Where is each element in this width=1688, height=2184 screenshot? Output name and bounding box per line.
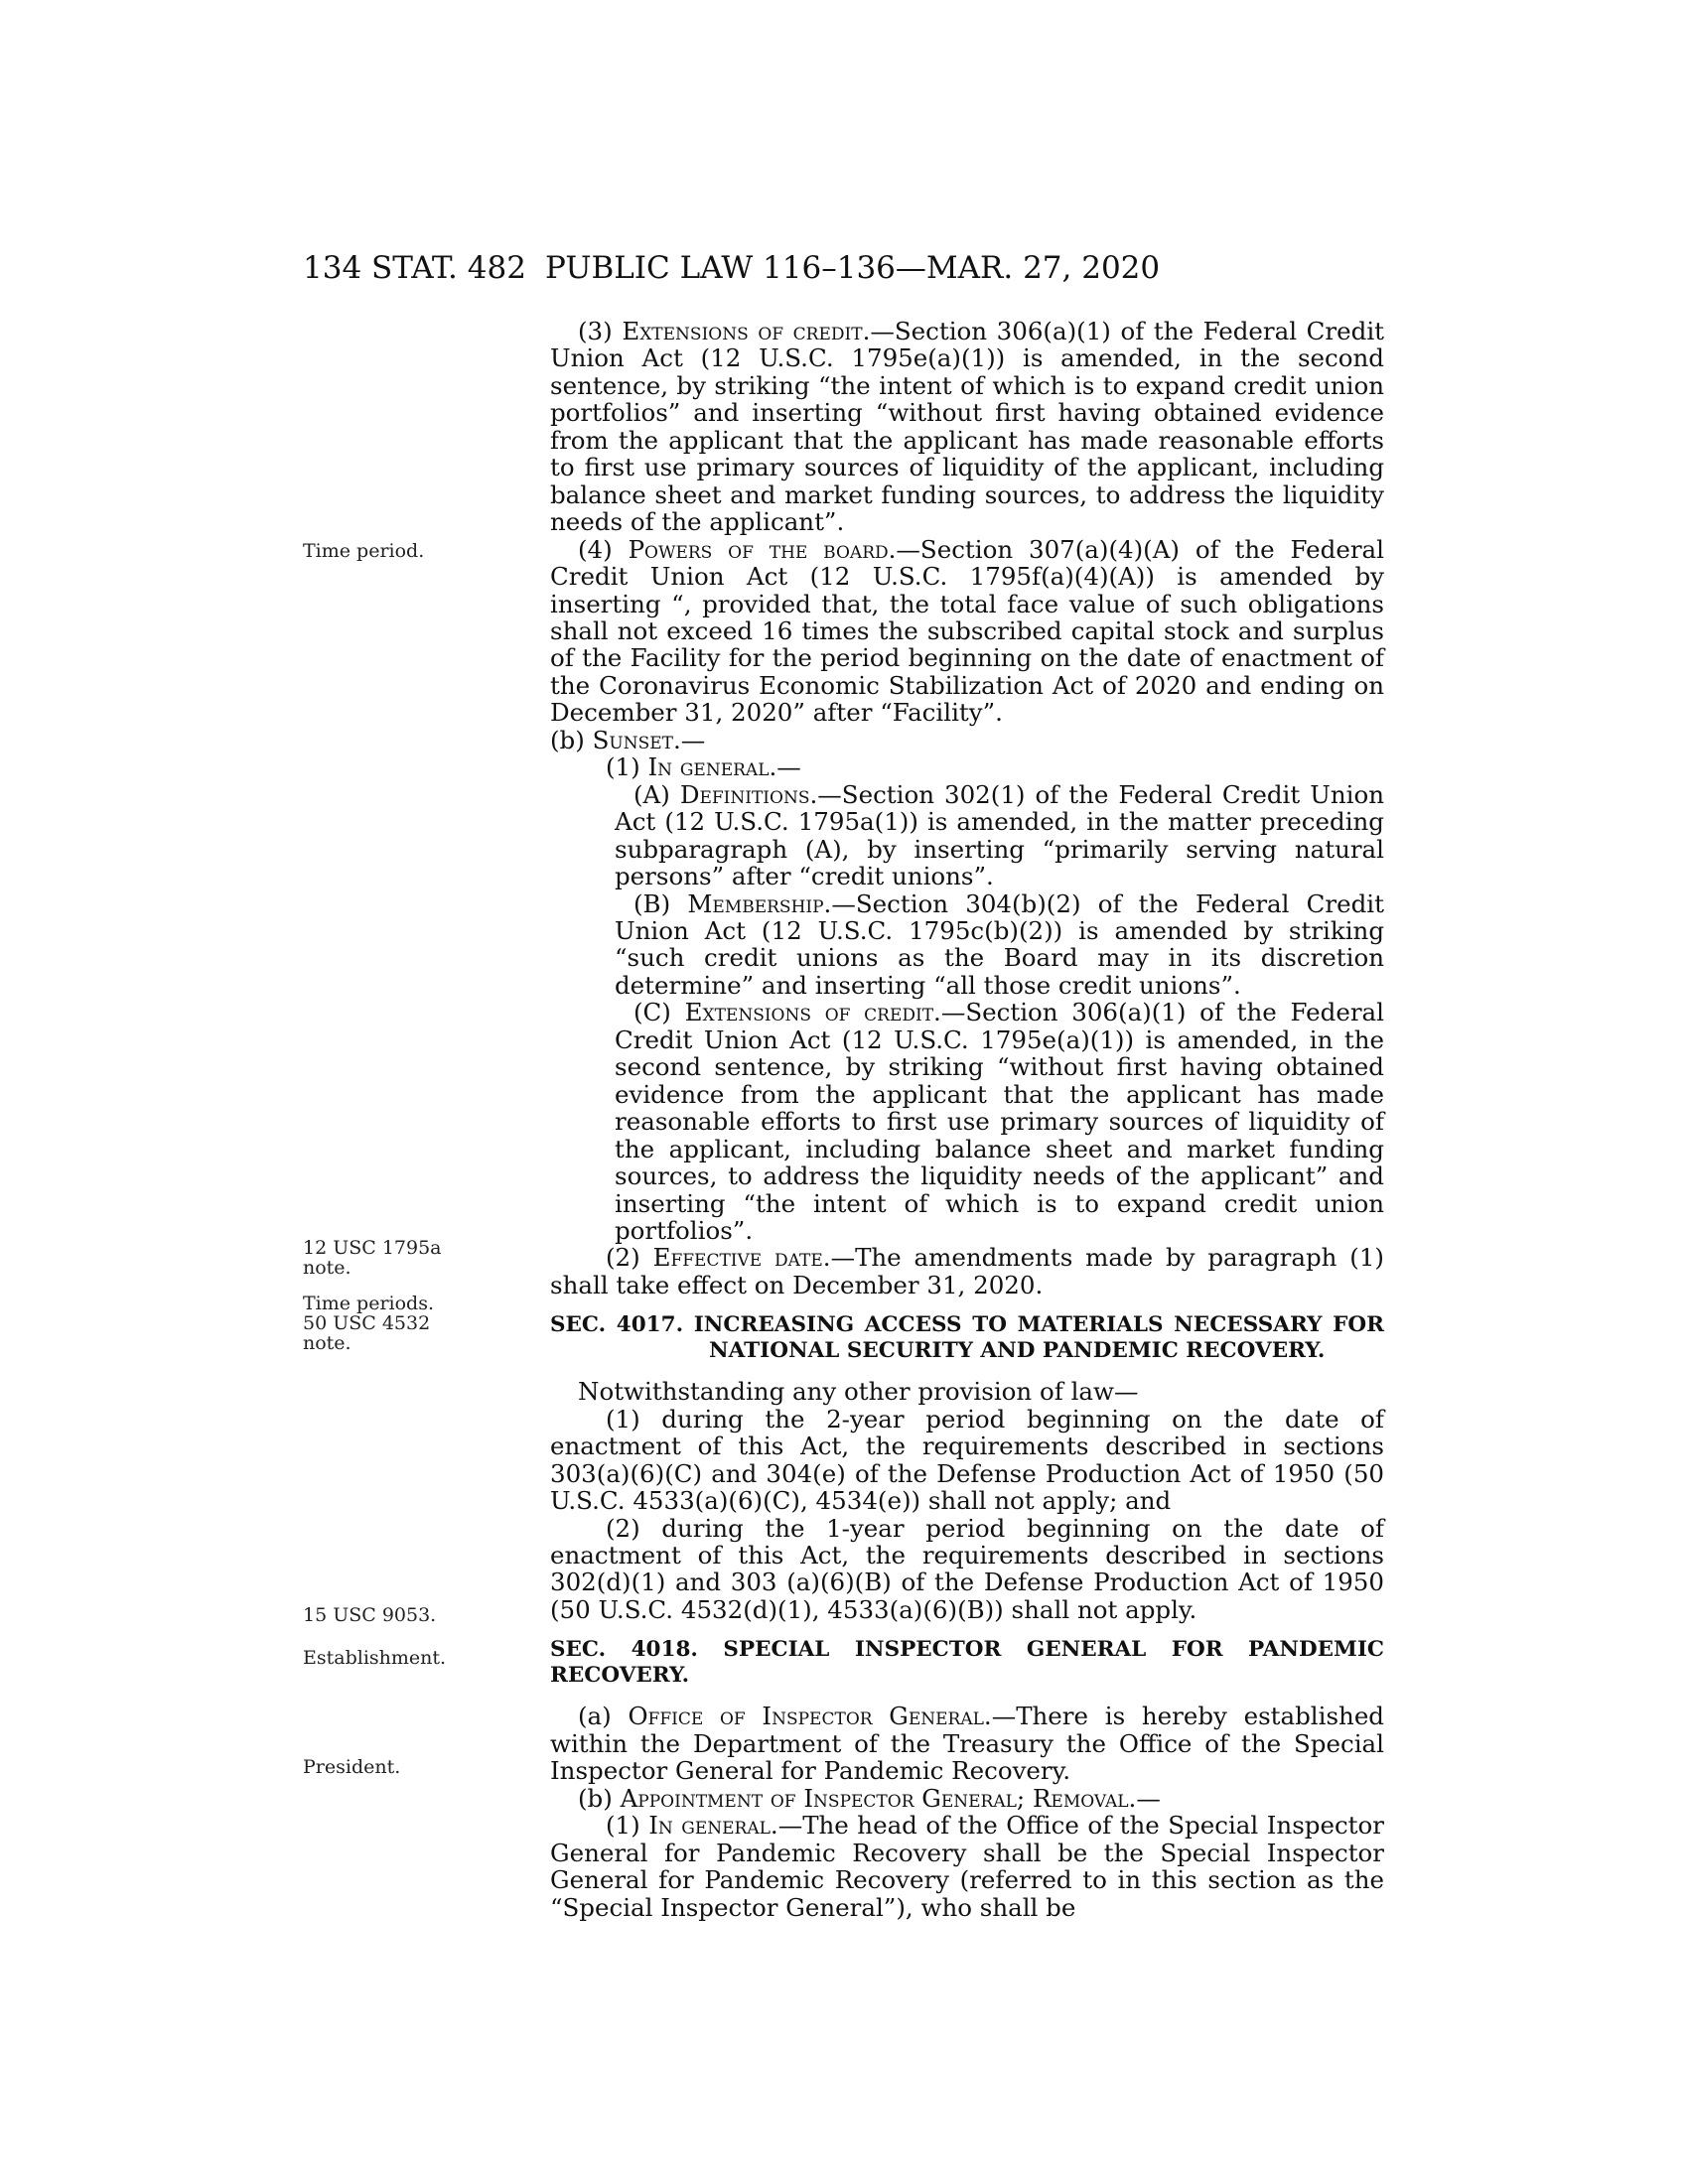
para-number: (3) xyxy=(578,317,623,345)
para-dash: — xyxy=(776,752,801,782)
para-dash: — xyxy=(1136,1783,1161,1813)
section-4017-intro: Notwithstanding any other provision of law— xyxy=(578,1377,1139,1407)
page-running-title: PUBLIC LAW 116–136—MAR. 27, 2020 xyxy=(545,250,1161,286)
statute-body xyxy=(550,318,1384,1921)
para-number: (B) xyxy=(633,888,688,918)
section-heading-line: SEC. 4017. INCREASING ACCESS TO MATERIALS NECESSARY FOR xyxy=(550,1312,1384,1338)
para-number: (1) xyxy=(606,1811,649,1841)
para-heading: Effective date. xyxy=(652,1243,831,1273)
page-stat-citation: 134 STAT. 482 xyxy=(303,250,526,286)
para-heading: Extensions of credit. xyxy=(622,317,871,345)
para-text: —Section 304(b)(2) of the Federal Credit Union Act (12 U.S.C. 1795c(b)(2)) is amended by striking “such credit unions as the Board may in its discretion determine” and inserting “all those credit unions”. xyxy=(615,888,1384,1000)
para-number: (2) xyxy=(606,1243,653,1273)
margin-note-time-period: Time period. xyxy=(303,540,425,562)
paragraph-powers-of-the-board xyxy=(550,536,1384,727)
para-heading: Membership. xyxy=(687,888,832,918)
para-number: (a) xyxy=(578,1702,629,1731)
section-4017-para-1: (1) during the 2-year period beginning on the date of enactment of this Act, the requirements described in sections 303(a)(6)(C) and 304(e) of the Defense Production Act of 1950 (50 U.S.C. 4533(a)(6)(C), 4534(e)) shall not apply; and xyxy=(550,1404,1384,1516)
section-4017-heading xyxy=(550,1312,1384,1364)
paragraph-appointment-in-general xyxy=(550,1812,1384,1921)
para-number: (b) xyxy=(578,1783,621,1813)
subsection-appointment xyxy=(550,1785,1384,1812)
subparagraph-extensions-of-credit xyxy=(550,999,1384,1244)
margin-note-line: 50 USC 4532 xyxy=(303,1312,431,1334)
subsection-office-of-inspector-general xyxy=(550,1703,1384,1784)
para-dash: — xyxy=(680,725,706,754)
para-text: —The head of the Office of the Special Inspector General for Pandemic Recovery shall be the Special Inspector General for Pandemic Recovery (referred to in this section as the “Special Inspector General”), who shall be xyxy=(550,1811,1384,1922)
para-heading: Appointment of Inspector General; Removal. xyxy=(620,1783,1137,1813)
para-heading: Powers of the board. xyxy=(628,534,897,564)
para-text: —Section 307(a)(4)(A) of the Federal Credit Union Act (12 U.S.C. 1795f(a)(4)(A)) is amended by inserting “, provided that, the total face value of such obligations shall not exceed 16 times the subscribed capital stock and surplus of the Facility for the period beginning on the date of enactment of the Coronavirus Economic Stabilization Act of 2020 and ending on December 31, 2020” after “Facility”. xyxy=(550,534,1384,728)
margin-note-time-periods xyxy=(303,1294,442,1353)
para-number: (b) xyxy=(550,725,593,754)
para-text: —Section 306(a)(1) of the Federal Credit Union Act (12 U.S.C. 1795e(a)(1)) is amended, in the second sentence, by striking “without first having obtained evidence from the applicant that the applicant has made reasonable efforts to first use primary sources of liquidity of the applicant, including balance sheet and market funding sources, to address the liquidity needs of the applicant” and inserting “the intent of which is to expand credit union portfolios”. xyxy=(615,998,1384,1245)
margin-note-line: note. xyxy=(303,1332,352,1354)
para-number: (1) xyxy=(606,752,648,782)
para-number: (4) xyxy=(578,534,629,564)
margin-note-line: note. xyxy=(303,1257,352,1279)
section-heading-line: NATIONAL SECURITY AND PANDEMIC RECOVERY. xyxy=(709,1338,1326,1364)
para-heading: Definitions. xyxy=(679,779,818,809)
para-heading: Extensions of credit. xyxy=(684,998,941,1027)
subparagraph-definitions xyxy=(550,781,1384,890)
margin-note-line: Time periods. xyxy=(303,1293,435,1314)
para-text: —The amendments made by paragraph (1) shall take effect on December 31, 2020. xyxy=(550,1243,1384,1299)
subsection-sunset xyxy=(550,727,1384,753)
para-text: —There is hereby established within the Department of the Treasury the Office of the Special Inspector General for Pandemic Recovery. xyxy=(550,1702,1384,1786)
subparagraph-membership xyxy=(550,890,1384,1000)
margin-note-establishment: Establishment. xyxy=(303,1647,447,1669)
paragraph-extensions-of-credit xyxy=(550,318,1384,536)
section-4018-heading: SEC. 4018. SPECIAL INSPECTOR GENERAL FOR PANDEMIC RECOVERY. xyxy=(550,1637,1384,1689)
section-4017-para-2: (2) during the 1-year period beginning on the date of enactment of this Act, the requirements described in sections 302(d)(1) and 303 (a)(6)(B) of the Defense Production Act of 1950 (50 U.S.C. 4532(d)(1), 4533(a)(6)(B)) shall not apply. xyxy=(550,1513,1384,1624)
para-number: (C) xyxy=(633,998,685,1027)
paragraph-effective-date xyxy=(550,1244,1384,1298)
para-text: —Section 302(1) of the Federal Credit Union Act (12 U.S.C. 1795a(1)) is amended, in the matter preceding subparagraph (A), by inserting “primarily serving natural persons” after “credit unions”. xyxy=(615,779,1384,891)
para-text: —Section 306(a)(1) of the Federal Credit Union Act (12 U.S.C. 1795e(a)(1)) is amended, in the second sentence, by striking “the intent of which is to expand credit union portfolios” and inserting “without first having obtained evidence from the applicant that the applicant has made reasonable efforts to first use primary sources of liquidity of the applicant, including balance sheet and market funding sources, to address the liquidity needs of the applicant”. xyxy=(550,317,1384,537)
margin-note-usc-1795a xyxy=(303,1238,442,1278)
margin-note-usc-9053: 15 USC 9053. xyxy=(303,1604,437,1626)
margin-note-line: 12 USC 1795a xyxy=(303,1237,442,1259)
margin-note-president: President. xyxy=(303,1756,401,1778)
para-heading: In general. xyxy=(647,752,777,782)
para-heading: Office of Inspector General. xyxy=(628,1702,992,1731)
paragraph-in-general xyxy=(550,753,1384,780)
para-number: (A) xyxy=(633,779,680,809)
para-heading: Sunset. xyxy=(592,725,681,754)
para-heading: In general. xyxy=(648,1811,778,1841)
